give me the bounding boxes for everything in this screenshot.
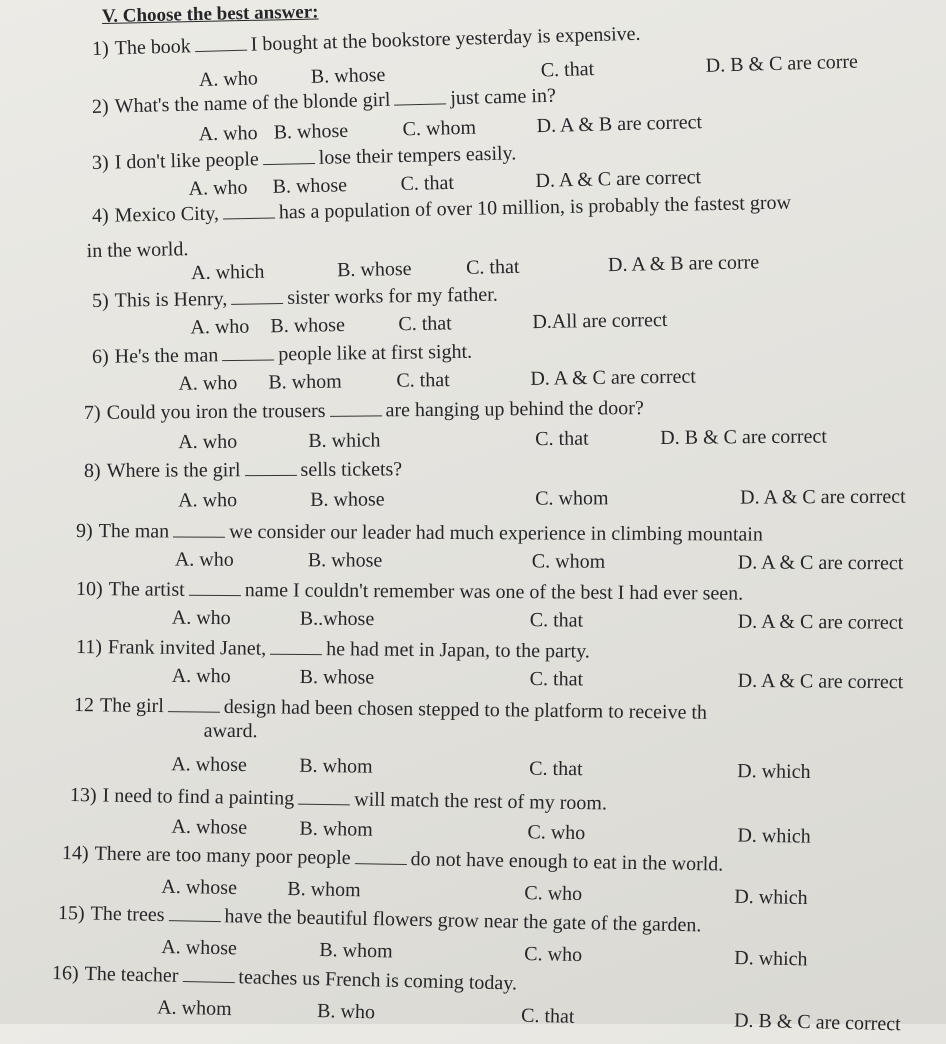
option-c: C. who — [527, 821, 586, 845]
stem-before-blank: The trees — [90, 902, 165, 927]
question-number: 5) — [91, 289, 109, 312]
stem-before-blank: The man — [98, 520, 170, 543]
stem-before-blank: The teacher — [84, 962, 179, 987]
stem-after-blank: just came in? — [450, 84, 557, 110]
option-a: A. who — [178, 371, 238, 395]
stem-after-blank: people like at first sight. — [278, 340, 473, 366]
question-number: 14) — [61, 842, 89, 865]
stem-before-blank: The artist — [108, 578, 185, 601]
option-a: A. who — [190, 315, 250, 339]
stem-before-blank: Could you iron the trousers — [106, 399, 326, 424]
stem-before-blank: Where is the girl — [106, 459, 241, 482]
question-number: 3) — [91, 151, 109, 174]
option-b: B. whose — [307, 549, 383, 572]
option-c: C. that — [398, 312, 452, 336]
option-b: B..whose — [299, 607, 375, 631]
option-a: A. who — [171, 606, 231, 630]
option-a: A. which — [190, 260, 265, 285]
stem-after-blank: name I couldn't remember was one of the best I had ever seen. — [244, 579, 744, 605]
stem-after-blank: lose their tempers easily. — [318, 142, 517, 169]
option-d: D. B & C are correct — [733, 1009, 901, 1036]
question-stem — [52, 962, 518, 996]
option-d: D. A & C are correct — [740, 485, 906, 509]
option-d: D. A & B are corre — [607, 251, 760, 277]
option-a: A. who — [178, 489, 238, 512]
stem-continuation: award. — [203, 719, 258, 743]
stem-before-blank: I don't like people — [114, 148, 260, 174]
option-d: D. which — [734, 946, 808, 971]
option-b: B. who — [316, 1000, 376, 1024]
option-d: D. A & C are correct — [535, 166, 702, 192]
option-c: C. that — [535, 427, 589, 451]
stem-before-blank: He's the man — [114, 344, 219, 368]
option-a: A. whose — [171, 815, 248, 839]
question-number: 16) — [51, 962, 79, 985]
question-number: 6) — [91, 345, 109, 368]
option-d: D. B & C are corre — [705, 50, 859, 77]
stem-after-blank: he had met in Japan, to the party. — [326, 638, 590, 663]
option-b: B. whose — [270, 314, 346, 338]
option-c: C. that — [540, 57, 595, 82]
option-d: D. A & C are correct — [530, 365, 696, 390]
option-b: B. whose — [273, 119, 349, 144]
option-c: C. that — [396, 369, 450, 392]
option-a: A. whose — [161, 875, 238, 900]
question-number: 9) — [75, 520, 93, 543]
option-c: C. that — [400, 171, 455, 196]
option-c: C. whom — [402, 116, 477, 141]
option-d: D. A & C are correct — [737, 669, 904, 694]
option-b: B. whom — [287, 877, 361, 902]
section-header: V. Choose the best answer: — [101, 1, 319, 27]
question-number: 7) — [83, 401, 101, 424]
stem-after-blank: will match the rest of my room. — [354, 788, 608, 815]
question-number: 15) — [57, 902, 85, 925]
option-c: C. that — [529, 667, 584, 691]
option-d: D. which — [737, 760, 811, 784]
stem-before-blank: The girl — [99, 694, 164, 718]
stem-after-blank: I bought at the bookstore yesterday is expensive. — [250, 22, 641, 56]
option-c: C. that — [529, 609, 584, 632]
stem-after-blank: we consider our leader had much experience in climbing mountain — [229, 520, 763, 546]
option-a: A. who — [188, 176, 248, 200]
question-number: 1) — [91, 37, 110, 60]
stem-after-blank: teaches us French is coming today. — [238, 966, 518, 995]
option-b: B. whom — [319, 939, 393, 963]
option-d: D. which — [734, 885, 808, 910]
stem-after-blank: have the beautiful flowers grow near the gate of the garden. — [224, 905, 702, 937]
stem-before-blank: There are too many poor people — [94, 842, 351, 870]
option-d: D. which — [737, 824, 811, 848]
stem-before-blank: Frank invited Janet, — [107, 636, 267, 660]
option-a: A. who — [198, 67, 259, 92]
stem-before-blank: What's the name of the blonde girl — [114, 88, 391, 118]
stem-continuation: in the world. — [86, 238, 189, 263]
option-c: C. whom — [535, 487, 609, 510]
option-a: A. who — [174, 548, 234, 571]
stem-after-blank: sells tickets? — [300, 458, 403, 481]
option-a: A. whose — [171, 753, 247, 777]
option-b: B. whose — [272, 174, 348, 198]
option-a: A. whose — [161, 935, 238, 960]
option-c: C. who — [524, 942, 583, 967]
option-b: B. whom — [299, 754, 373, 778]
stem-after-blank: design had been chosen stepped to the platform to receive th — [223, 695, 708, 724]
option-d: D. A & C are correct — [737, 610, 904, 634]
stem-after-blank: do not have enough to eat in the world. — [410, 848, 724, 876]
option-a: A. who — [198, 121, 258, 146]
question-number: 11) — [75, 636, 103, 659]
question-number: 2) — [91, 95, 109, 118]
stem-after-blank: sister works for my father. — [287, 283, 498, 309]
question-number: 8) — [83, 459, 101, 482]
option-d: D. A & B are correct — [536, 111, 703, 138]
option-d: D. B & C are correct — [660, 425, 827, 449]
stem-before-blank: This is Henry, — [114, 287, 228, 312]
question-number: 10) — [75, 578, 103, 601]
option-d: D.All are correct — [532, 308, 668, 334]
stem-before-blank: The book — [114, 35, 192, 60]
option-c: C. that — [520, 1004, 575, 1028]
option-d: D. A & C are correct — [737, 551, 904, 575]
option-b: B. whose — [299, 665, 375, 689]
option-c: C. that — [529, 757, 583, 781]
option-b: B. whose — [310, 488, 385, 511]
option-b: B. whom — [268, 370, 342, 394]
option-a: A. who — [178, 430, 238, 454]
answer-blank — [182, 967, 234, 983]
option-c: C. whom — [531, 550, 606, 573]
stem-before-blank: I need to find a painting — [102, 784, 295, 810]
question-number: 4) — [91, 204, 109, 227]
option-a: A. who — [171, 664, 231, 688]
option-c: C. who — [524, 882, 583, 906]
stem-before-blank: Mexico City, — [114, 202, 220, 227]
stem-after-blank: are hanging up behind the door? — [385, 397, 644, 422]
option-b: B. whose — [336, 257, 412, 282]
option-b: B. which — [308, 429, 381, 453]
question-number: 13) — [69, 784, 97, 807]
option-a: A. whom — [156, 996, 232, 1021]
option-b: B. whose — [310, 63, 386, 88]
question-number: 12 — [73, 694, 95, 717]
option-c: C. that — [465, 255, 520, 279]
stem-after-blank: has a population of over 10 million, is probably the fastest grow — [278, 191, 792, 224]
option-b: B. whom — [299, 817, 373, 841]
